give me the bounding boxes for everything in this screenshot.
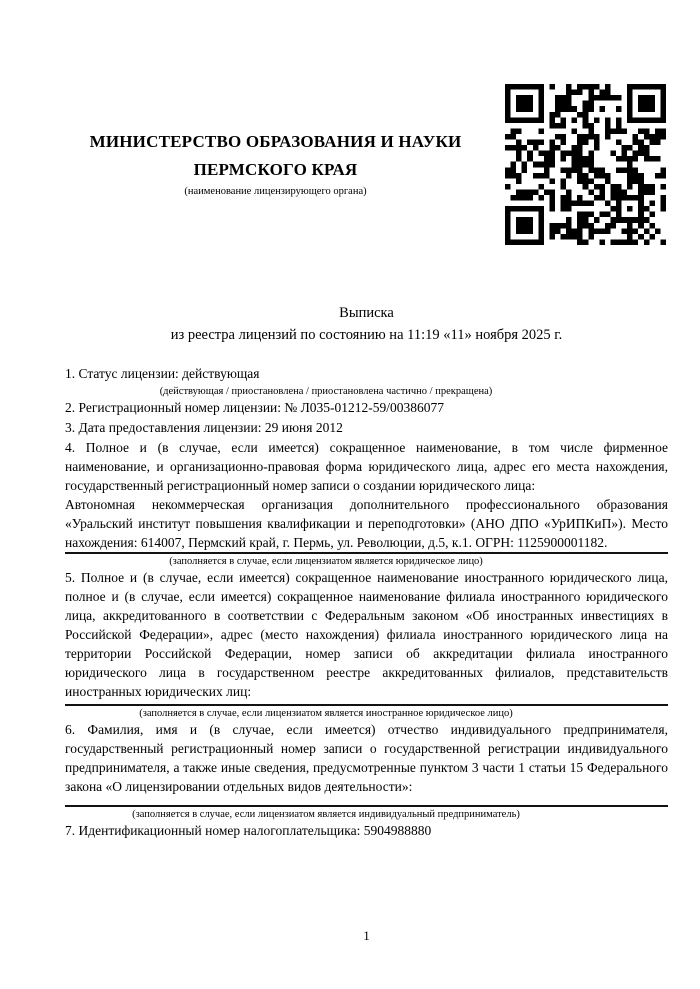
- item-6-caption: (заполняется в случае, если лицензиатом является индивидуальный предприниматель): [132, 809, 520, 820]
- fill-line-item-5: [65, 704, 668, 706]
- fill-line-item-4: [65, 552, 668, 554]
- document-body: [65, 364, 668, 841]
- fill-line-item-6: [65, 805, 668, 807]
- item-1-caption: (действующая / приостановлена / приостановлена частично / прекращена): [159, 386, 493, 397]
- item-4-label: 4. Полное и (в случае, если имеется) сокращенное наименование, в том числе фирменное наименование, и организационно-правовая форма юридического лица, адрес его места нахождения, государственный регистрационный номер записи о создании юридического лица:: [65, 440, 668, 493]
- item-1-license-status: 1. Статус лицензии: действующая: [65, 366, 260, 381]
- item-5-label: 5. Полное и (в случае, если имеется) сокращенное наименование иностранного юридического лица, полное и (в случае, если имеется) сокращенное наименование филиала иностранного юридического лица, аккредитованного в соответствии с Федеральным законом «Об иностранных инвестициях в Российской Федерации», адрес (место нахождения) филиала иностранного юридического лица на территории Российской Федерации, номер записи об аккредитации филиала иностранного юридического лица в государственном реестре аккредитованных филиалов, представительств иностранных юридических лиц:: [65, 570, 668, 699]
- item-7-taxpayer-number: 7. Идентификационный номер налогоплательщика: 5904988880: [65, 823, 432, 838]
- ministry-name-caption: (наименование лицензирующего органа): [184, 186, 367, 197]
- document-title-line1: Выписка: [339, 305, 394, 321]
- ministry-header: [63, 128, 488, 198]
- item-4-caption: (заполняется в случае, если лицензиатом является юридическое лицо): [169, 556, 483, 567]
- page-number: 1: [363, 928, 370, 943]
- item-2-registration-number: 2. Регистрационный номер лицензии: № Л035-01212-59/00386077: [65, 400, 445, 415]
- item-3-grant-date: 3. Дата предоставления лицензии: 29 июня 2012: [65, 420, 343, 435]
- item-6-label: 6. Фамилия, имя и (в случае, если имеется) отчество индивидуального предпринимателя, государственный регистрационный номер записи о государственной регистрации индивидуального предпринимателя, а также иные сведения, предусмотренные пунктом 3 части 1 статьи 15 Федерального закона «О лицензировании отдельных видов деятельности»:: [65, 722, 668, 794]
- qr-code-icon: [505, 84, 666, 245]
- document-title: [65, 302, 668, 346]
- item-4-value: Автономная некоммерческая организация дополнительного профессионального образования «Уральский институт повышения квалификации и переподготовки» (АНО ДПО «УрИПКиП»). Место нахождения: 614007, Пермский край, г. Пермь, ул. Революции, д.5, к.1. ОГРН: 1125900001182.: [65, 497, 668, 550]
- ministry-name-line1: МИНИСТЕРСТВО ОБРАЗОВАНИЯ И НАУКИ: [89, 132, 462, 151]
- document-title-line2: из реестра лицензий по состоянию на 11:19 «11» ноября 2025 г.: [170, 327, 563, 343]
- ministry-name-line2: ПЕРМСКОГО КРАЯ: [193, 160, 358, 179]
- item-5-caption: (заполняется в случае, если лицензиатом является иностранное юридическое лицо): [139, 708, 513, 719]
